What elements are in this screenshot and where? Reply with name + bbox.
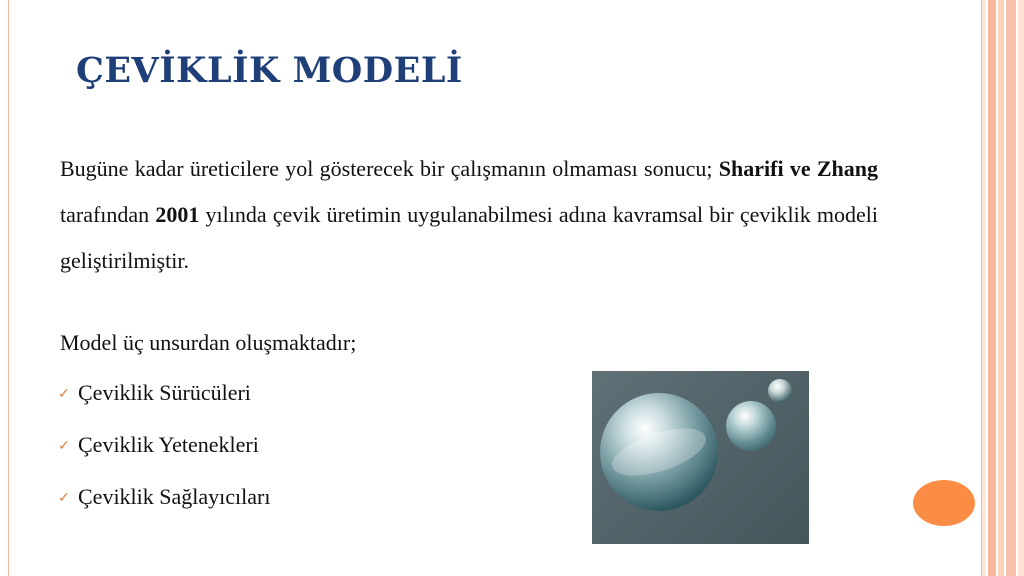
stripe <box>998 0 1004 576</box>
stripe <box>988 0 996 576</box>
stripe <box>1018 0 1024 576</box>
paragraph-text: tarafından <box>60 202 156 227</box>
list-item <box>58 432 270 484</box>
small-sphere <box>768 379 792 403</box>
slide-title: ÇEVİKLİK MODELİ <box>76 50 463 91</box>
body-paragraph <box>60 146 878 284</box>
paragraph-bold-year: 2001 <box>155 202 200 227</box>
bullet-text: Çeviklik Yetenekleri <box>78 432 259 457</box>
model-intro: Model üç unsurdan oluşmaktadır; <box>60 330 357 355</box>
sphere-band <box>607 419 712 485</box>
decorative-stripes <box>982 0 1024 576</box>
large-sphere <box>600 393 718 511</box>
bullet-text: Çeviklik Sürücüleri <box>78 380 251 405</box>
checkmark-icon: ✓ <box>58 491 70 506</box>
stripe <box>982 0 986 576</box>
spheres-image <box>592 371 809 544</box>
bullet-text: Çeviklik Sağlayıcıları <box>78 484 271 509</box>
list-item <box>58 380 270 432</box>
paragraph-text: yılında çevik üretimin uygulanabilmesi adına kavramsal bir çeviklik modeli geliştirilmiştir. <box>60 202 879 273</box>
stripe <box>1006 0 1016 576</box>
paragraph-bold-authors: Sharifi ve Zhang <box>718 156 878 181</box>
paragraph-text: Bugüne kadar üreticilere yol gösterecek bir çalışmanın olmaması sonucu; <box>60 156 719 181</box>
decorative-orange-dot <box>913 480 975 526</box>
bullet-list <box>58 380 270 536</box>
checkmark-icon: ✓ <box>58 387 70 402</box>
list-item <box>58 484 270 536</box>
medium-sphere <box>726 401 776 451</box>
checkmark-icon: ✓ <box>58 439 70 454</box>
